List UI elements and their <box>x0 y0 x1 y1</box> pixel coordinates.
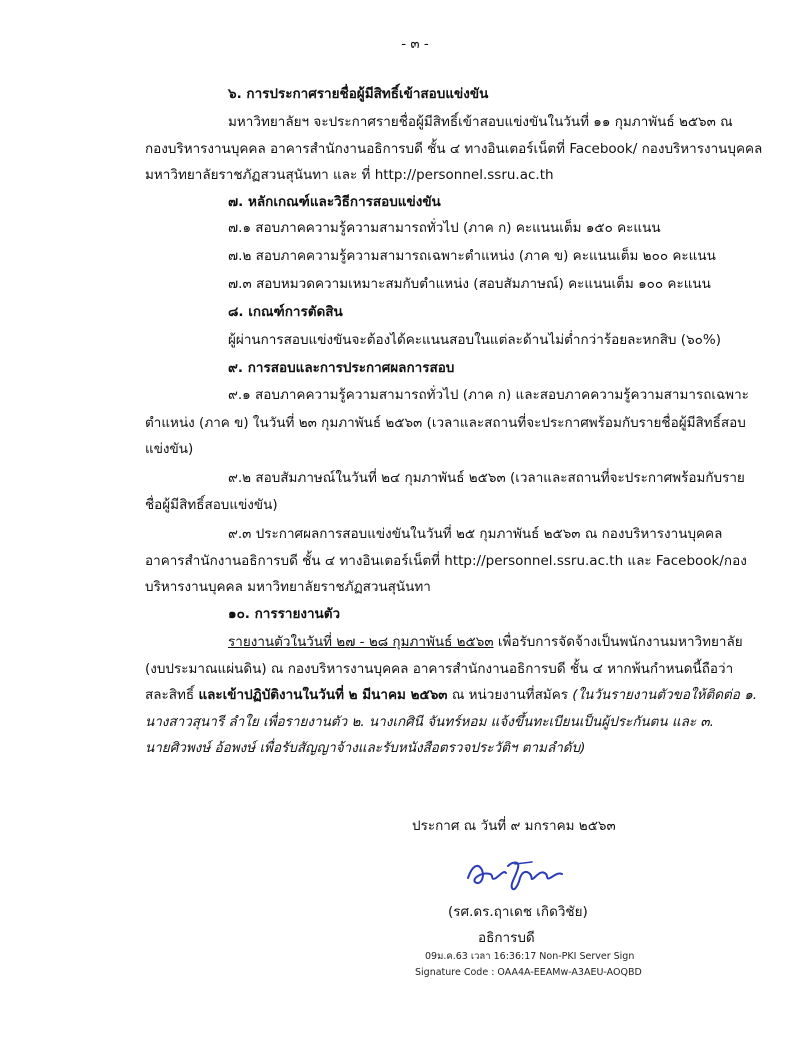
signer-title: อธิการบดี <box>478 930 535 946</box>
section-9-2-line-2: ชื่อผู้มีสิทธิ์สอบแข่งขัน) <box>145 497 278 513</box>
section-10-heading: ๑๐. การรายงานตัว <box>228 606 341 622</box>
section-7-item-3: ๗.๓ สอบหมวดความเหมาะสมกับตำแหน่ง (สอบสัมภาษณ์) คะแนนเต็ม ๑๐๐ คะแนน <box>228 276 711 292</box>
section-10-line-2: (งบประมาณแผ่นดิน) ณ กองบริหารงานบุคคล อาคารสำนักงานอธิการบดี ชั้น ๔ หากพ้นกำหนดนี้ถือว่า <box>145 661 734 677</box>
section-7-item-2: ๗.๒ สอบภาคความรู้ความสามารถเฉพาะตำแหน่ง (ภาค ข) คะแนนเต็ม ๒๐๐ คะแนน <box>228 248 716 264</box>
section-9-1-line-3: แข่งขัน) <box>145 441 194 457</box>
section-10-line-5: นายศิวพงษ์ อ้อพงษ์ เพื่อรับสัญญาจ้างและรับหนังสือตรวจประวัติฯ ตามลำดับ) <box>145 740 586 756</box>
sign-metadata-timestamp: 09ม.ค.63 เวลา 16:36:17 Non-PKI Server Sign <box>425 951 635 962</box>
section-9-2-line-1: ๙.๒ สอบสัมภาษณ์ในวันที่ ๒๔ กุมภาพันธ์ ๒๕๖๓ (เวลาและสถานที่จะประกาศพร้อมกับราย <box>228 470 745 486</box>
section-10-line-4: นางสาวสุนารี ลำใย เพื่อรายงานตัว ๒. นางเกศินี จันทร์หอม แจ้งขึ้นทะเบียนเป็นผู้ประกันตน และ ๓. <box>145 714 714 730</box>
at-unit-text: ณ หน่วยงานที่สมัคร <box>447 687 573 703</box>
handwritten-signature <box>460 848 580 898</box>
section-6-heading: ๖. การประกาศรายชื่อผู้มีสิทธิ์เข้าสอบแข่งขัน <box>228 86 489 102</box>
signature-code: Signature Code : OAA4A-EEAMw-A3AEU-AOQBD <box>415 967 642 978</box>
section-6-line-2: กองบริหารงานบุคคล อาคารสำนักงานอธิการบดี ชั้น ๔ ทางอินเตอร์เน็ตที่ Facebook/ กองบริหารงานบุคคล <box>145 141 763 157</box>
section-10-line-3 <box>145 683 757 705</box>
forfeit-text: สละสิทธิ์ <box>145 687 199 703</box>
section-8-heading: ๘. เกณฑ์การตัดสิน <box>228 304 343 320</box>
start-work-date: และเข้าปฏิบัติงานในวันที่ ๒ มีนาคม ๒๕๖๓ <box>198 687 448 703</box>
section-7-heading: ๗. หลักเกณฑ์และวิธีการสอบแข่งขัน <box>228 194 441 210</box>
section-6-line-3: มหาวิทยาลัยราชภัฏสวนสุนันทา และ ที่ http://personnel.ssru.ac.th <box>145 167 554 183</box>
section-9-3-line-3: บริหารงานบุคคล มหาวิทยาลัยราชภัฏสวนสุนันทา <box>145 579 431 595</box>
section-7-item-1: ๗.๑ สอบภาคความรู้ความสามารถทั่วไป (ภาค ก) คะแนนเต็ม ๑๕๐ คะแนน <box>228 220 661 236</box>
section-8-line-1: ผู้ผ่านการสอบแข่งขันจะต้องได้คะแนนสอบในแต่ละด้านไม่ต่ำกว่าร้อยละหกสิบ (๖๐%) <box>228 332 721 348</box>
section-6-line-1: มหาวิทยาลัยฯ จะประกาศรายชื่อผู้มีสิทธิ์เข้าสอบแข่งขันในวันที่ ๑๑ กุมภาพันธ์ ๒๕๖๓ ณ <box>228 114 733 130</box>
section-9-heading: ๙. การสอบและการประกาศผลการสอบ <box>228 360 455 376</box>
announcement-date: ประกาศ ณ วันที่ ๙ มกราคม ๒๕๖๓ <box>412 818 616 834</box>
section-9-3-line-1: ๙.๓ ประกาศผลการสอบแข่งขันในวันที่ ๒๕ กุมภาพันธ์ ๒๕๖๓ ณ กองบริหารงานบุคคล <box>228 526 723 542</box>
contact-note-start: (ในวันรายงานตัวขอให้ติดต่อ ๑. <box>572 687 758 703</box>
section-9-1-line-2: ตำแหน่ง (ภาค ข) ในวันที่ ๒๓ กุมภาพันธ์ ๒๕๖๓ (เวลาและสถานที่จะประกาศพร้อมกับรายชื่อผู้มีสิทธิ์สอบ <box>145 415 746 431</box>
page-number: - ๓ - <box>401 36 429 52</box>
report-date-underlined: รายงานตัวในวันที่ ๒๗ - ๒๘ กุมภาพันธ์ ๒๕๖๓ <box>228 634 494 650</box>
section-9-3-line-2: อาคารสำนักงานอธิการบดี ชั้น ๔ ทางอินเตอร์เน็ตที่ http://personnel.ssru.ac.th และ Facebook/กอง <box>145 553 747 569</box>
section-10-line-1 <box>228 630 743 652</box>
report-purpose: เพื่อรับการจัดจ้างเป็นพนักงานมหาวิทยาลัย <box>493 634 743 650</box>
signer-name: (รศ.ดร.ฤาเดช เกิดวิชัย) <box>448 904 588 920</box>
section-9-1-line-1: ๙.๑ สอบภาคความรู้ความสามารถทั่วไป (ภาค ก) และสอบภาคความรู้ความสามารถเฉพาะ <box>228 387 749 403</box>
